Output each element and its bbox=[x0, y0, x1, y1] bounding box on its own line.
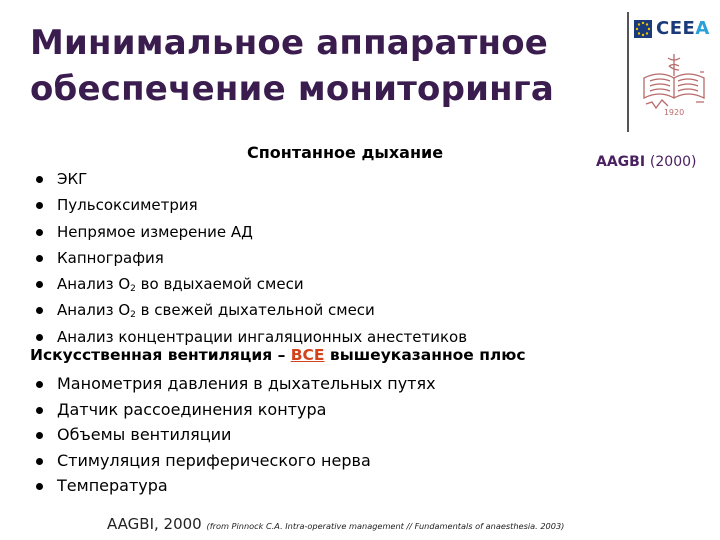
ventilation-list bbox=[36, 371, 436, 499]
list-item bbox=[36, 448, 436, 474]
page-title bbox=[30, 20, 554, 112]
item-text: ЭКГ bbox=[57, 170, 88, 188]
item-text: Датчик рассоединения контура bbox=[57, 399, 327, 419]
logo-text-main: CEE bbox=[656, 18, 696, 39]
eu-stars-icon bbox=[634, 20, 652, 38]
list-item bbox=[36, 245, 467, 271]
spontaneous-list bbox=[36, 166, 467, 350]
item-text: Непрямое измерение АД bbox=[57, 222, 253, 241]
list-item bbox=[36, 219, 467, 245]
ventilation-heading bbox=[30, 346, 526, 364]
item-text: Капнография bbox=[57, 248, 164, 267]
aagbi-reference bbox=[596, 154, 696, 170]
list-item bbox=[36, 473, 436, 499]
item-subscript: 2 bbox=[130, 284, 136, 295]
ventilation-heading-before: Искусственная вентиляция – bbox=[30, 346, 291, 364]
book-emblem-icon bbox=[638, 48, 710, 120]
ventilation-heading-after: вышеуказанное плюс bbox=[324, 346, 526, 364]
logo-wordmark bbox=[656, 19, 710, 39]
bullet-icon bbox=[36, 483, 43, 490]
ceea-logo bbox=[634, 16, 716, 124]
title-line-1: Минимальное аппаратное bbox=[30, 23, 549, 63]
bullet-icon bbox=[36, 229, 43, 236]
item-text: Стимуляция периферического нерва bbox=[57, 450, 371, 470]
bullet-icon bbox=[36, 458, 43, 465]
item-text: Манометрия давления в дыхательных путях bbox=[57, 374, 436, 393]
item-text: Температура bbox=[57, 476, 168, 495]
item-text-after: во вдыхаемой смеси bbox=[135, 275, 304, 294]
bullet-icon bbox=[36, 202, 43, 209]
footer-citation: (from Pinnock C.A. Intra-operative management // Fundamentals of anaesthesia. 2003) bbox=[206, 521, 565, 531]
item-text: Анализ концентрации ингаляционных анестетиков bbox=[57, 327, 468, 346]
title-line-2: обеспечение мониторинга bbox=[30, 69, 554, 109]
footer-reference bbox=[107, 515, 564, 533]
bullet-icon bbox=[36, 255, 43, 262]
item-subscript: 2 bbox=[130, 310, 136, 321]
bullet-icon bbox=[36, 281, 43, 288]
list-item bbox=[36, 271, 467, 297]
spontaneous-breathing-heading: Спонтанное дыхание bbox=[247, 143, 444, 162]
list-item bbox=[36, 397, 436, 423]
logo-year: 1920 bbox=[663, 108, 685, 117]
item-text: Пульсоксиметрия bbox=[57, 196, 198, 215]
item-text-before: Анализ О bbox=[57, 301, 131, 320]
bullet-icon bbox=[36, 381, 43, 388]
bullet-icon bbox=[36, 432, 43, 439]
aagbi-source: AAGBI bbox=[596, 154, 646, 170]
bullet-icon bbox=[36, 307, 43, 314]
header-divider bbox=[627, 12, 629, 132]
bullet-icon bbox=[36, 407, 43, 414]
list-item bbox=[36, 297, 467, 323]
logo-text-accent: A bbox=[695, 18, 710, 39]
list-item bbox=[36, 192, 467, 218]
list-item bbox=[36, 371, 436, 397]
logo-header bbox=[634, 16, 716, 42]
list-item bbox=[36, 422, 436, 448]
item-text-after: в свежей дыхательной смеси bbox=[135, 301, 375, 320]
bullet-icon bbox=[36, 334, 43, 341]
item-text: Объемы вентиляции bbox=[57, 425, 232, 444]
footer-source: AAGBI, 2000 bbox=[107, 515, 202, 533]
list-item bbox=[36, 166, 467, 192]
item-text-before: Анализ О bbox=[57, 275, 131, 294]
bullet-icon bbox=[36, 176, 43, 183]
aagbi-year: (2000) bbox=[649, 154, 697, 170]
ventilation-heading-highlight: ВСЕ bbox=[290, 346, 325, 364]
